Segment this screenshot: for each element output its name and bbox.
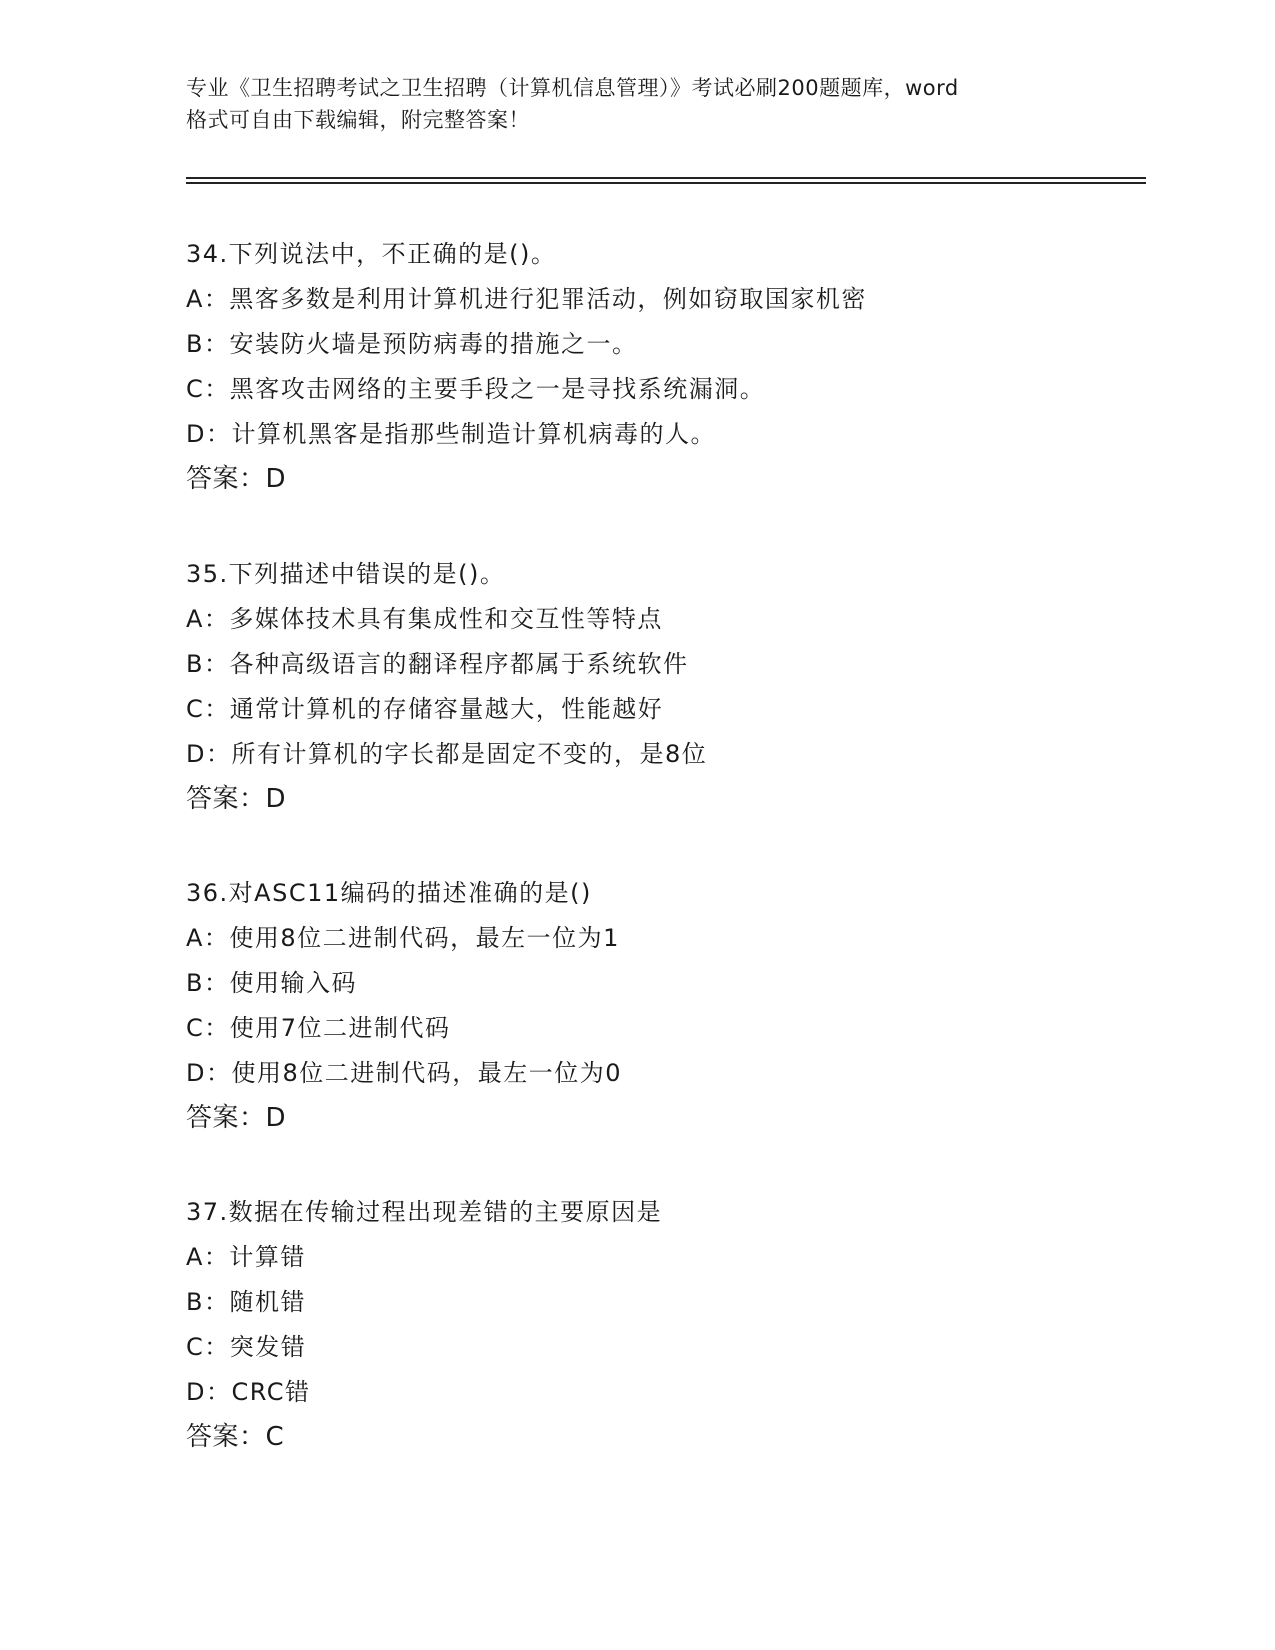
header-title-line-1: 专业《卫生招聘考试之卫生招聘（计算机信息管理）》考试必刷200题题库，word (186, 76, 959, 100)
option-d: D：CRC错 (186, 1378, 311, 1406)
answer-line: 答案：D (186, 1103, 287, 1133)
option-a: A：使用8位二进制代码，最左一位为1 (186, 924, 620, 952)
question-35 (186, 552, 1106, 822)
option-c: C：通常计算机的存储容量越大，性能越好 (186, 695, 664, 723)
question-36 (186, 871, 1106, 1141)
header-divider-bottom (186, 182, 1146, 184)
option-a: A：计算错 (186, 1243, 306, 1271)
option-a: A：多媒体技术具有集成性和交互性等特点 (186, 605, 663, 633)
option-c: C：突发错 (186, 1333, 307, 1361)
answer-line: 答案：D (186, 464, 287, 494)
document-header (186, 72, 1086, 136)
answer-line: 答案：C (186, 1422, 285, 1452)
option-a: A：黑客多数是利用计算机进行犯罪活动，例如窃取国家机密 (186, 285, 867, 313)
option-d: D：所有计算机的字长都是固定不变的，是8位 (186, 740, 708, 768)
answer-line: 答案：D (186, 784, 287, 814)
question-stem: 34.下列说法中，不正确的是()。 (186, 240, 557, 268)
option-c: C：黑客攻击网络的主要手段之一是寻找系统漏洞。 (186, 375, 766, 403)
question-34 (186, 232, 1106, 502)
option-c: C：使用7位二进制代码 (186, 1014, 451, 1042)
question-37 (186, 1190, 1106, 1460)
option-b: B：安装防火墙是预防病毒的措施之一。 (186, 330, 638, 358)
header-divider-top (186, 177, 1146, 179)
option-d: D：使用8位二进制代码，最左一位为0 (186, 1059, 623, 1087)
option-b: B：使用输入码 (186, 969, 357, 997)
option-b: B：随机错 (186, 1288, 306, 1316)
option-d: D：计算机黑客是指那些制造计算机病毒的人。 (186, 420, 716, 448)
question-stem: 36.对ASC11编码的描述准确的是() (186, 879, 592, 907)
question-stem: 37.数据在传输过程出现差错的主要原因是 (186, 1198, 663, 1226)
header-title-line-2: 格式可自由下载编辑，附完整答案！ (186, 108, 530, 132)
option-b: B：各种高级语言的翻译程序都属于系统软件 (186, 650, 689, 678)
question-stem: 35.下列描述中错误的是()。 (186, 560, 506, 588)
